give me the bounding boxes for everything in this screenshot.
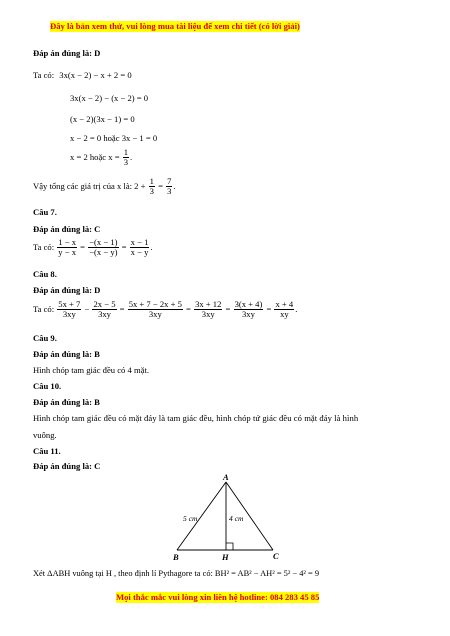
q6-line3: (x − 2)(3x − 1) = 0 bbox=[70, 114, 135, 124]
q6-answer: Đáp án đúng là: D bbox=[33, 48, 101, 58]
q6-sum-frac2 bbox=[166, 177, 172, 197]
right-angle-mark bbox=[226, 543, 233, 550]
q7-frac1 bbox=[57, 238, 77, 258]
q7-f1-num: 1 − x bbox=[58, 237, 77, 247]
q6-line5-fraction bbox=[123, 148, 129, 168]
q6-line4: x − 2 = 0 hoặc 3x − 1 = 0 bbox=[70, 133, 158, 143]
q8-f2-den: 3xy bbox=[98, 309, 111, 320]
q8-f1-den: 3xy bbox=[62, 309, 76, 320]
vertex-a-label: A bbox=[223, 472, 229, 482]
q7-frac2 bbox=[88, 238, 118, 258]
q8-math: Ta có: $\frac{5x + 7}{3xy}$ − $\frac{2x - 5}{3xy}$ = $\frac{5x + 7 - 2x + 5}{3xy}$ = $\frac{3x + 12}{3xy}$ = $\frac{3(x + 4)}{3xy}$ = $\frac{x + 4}{xy}$ . bbox=[33, 299, 298, 320]
q6-line5-num: 1 bbox=[123, 147, 129, 157]
triangle-figure bbox=[165, 470, 290, 562]
q8-f3-num: 5x + 7 − 2x + 5 bbox=[128, 299, 182, 309]
q8-intro: Ta có: bbox=[33, 303, 55, 314]
q10-text-line1: Hình chóp tam giác đều có mặt đáy là tam giác đều, hình chóp tứ giác đều có mặt đáy là hình bbox=[33, 413, 359, 423]
q6-intro bbox=[33, 70, 132, 81]
footer-hotline: Mọi thắc mắc vui lòng xin liên hệ hotline: 084 283 45 85 bbox=[116, 592, 320, 602]
q11-title: Câu 11. bbox=[33, 446, 61, 456]
q7-intro: Ta có: bbox=[33, 241, 55, 252]
q6-intro-label: Ta có: bbox=[33, 70, 55, 80]
q6-sum-frac1 bbox=[149, 177, 155, 197]
q6-sum-den2: 3 bbox=[167, 186, 172, 197]
q9-answer: Đáp án đúng là: B bbox=[33, 349, 100, 359]
q6-sum-num2: 7 bbox=[167, 176, 172, 186]
q7-frac3 bbox=[130, 238, 150, 258]
q8-f5-num: 3(x + 4) bbox=[234, 299, 263, 309]
q8-frac3 bbox=[128, 300, 183, 320]
q8-f2-num: 2x − 5 bbox=[93, 299, 116, 309]
q8-frac6 bbox=[274, 300, 294, 320]
q6-line2: 3x(x − 2) − (x − 2) = 0 bbox=[70, 93, 149, 103]
q10-answer: Đáp án đúng là: B bbox=[33, 397, 100, 407]
q7-f3-den: x − y bbox=[130, 247, 149, 258]
q8-f4-num: 3x + 12 bbox=[195, 299, 222, 309]
q7-f1-den: y − x bbox=[58, 247, 77, 258]
q8-frac5 bbox=[234, 300, 264, 320]
q6-sum-text: Vậy tổng các giá trị của x là: 2 + bbox=[33, 180, 146, 191]
vertex-b-label: B bbox=[173, 552, 179, 562]
q7-title: Câu 7. bbox=[33, 207, 57, 217]
q6-sum-num1: 1 bbox=[149, 176, 154, 186]
q6-line5-text: x = 2 hoặc x = bbox=[70, 151, 120, 162]
vertex-c-label: C bbox=[273, 551, 279, 561]
q6-sum-den1: 3 bbox=[149, 186, 154, 197]
q8-answer: Đáp án đúng là: D bbox=[33, 285, 101, 295]
preview-banner: Đây là bản xem thử, vui lòng mua tài liệu để xem chi tiết (có lời giải) bbox=[50, 21, 300, 31]
q8-title: Câu 8. bbox=[33, 269, 57, 279]
q11-answer: Đáp án đúng là: C bbox=[33, 461, 101, 471]
q7-f2-num: −(x − 1) bbox=[89, 237, 118, 247]
q8-f3-den: 3xy bbox=[148, 309, 162, 320]
q7-math: Ta có: $\frac{1 - x}{y - x}$ = $\frac{-(x - 1)}{-(x - y)}$ = $\frac{x - 1}{x - y}$ . bbox=[33, 237, 153, 258]
q8-frac1 bbox=[57, 300, 81, 320]
q8-f6-num: x + 4 bbox=[275, 299, 294, 309]
q8-f5-den: 3xy bbox=[242, 309, 255, 320]
q9-text: Hình chóp tam giác đều có 4 mặt. bbox=[33, 365, 149, 375]
q10-text-line2: vuông. bbox=[33, 430, 57, 440]
q9-title: Câu 9. bbox=[33, 333, 57, 343]
q6-line5-den: 3 bbox=[123, 157, 129, 168]
q7-f3-num: x − 1 bbox=[130, 237, 149, 247]
q8-f6-den: xy bbox=[280, 309, 289, 320]
q7-answer: Đáp án đúng là: C bbox=[33, 224, 101, 234]
q11-text: Xét ΔABH vuông tại H , theo định lí Pythagore ta có: BH² = AB² − AH² = 5² − 4² = 9 bbox=[33, 569, 320, 578]
foot-h-label: H bbox=[222, 552, 229, 562]
q6-sum: Vậy tổng các giá trị của x là: 2 + $\frac{1}{3}$ = $\frac{7}{3}$ . bbox=[33, 176, 176, 197]
q10-title: Câu 10. bbox=[33, 381, 62, 391]
q8-f4-den: 3xy bbox=[201, 309, 215, 320]
q8-f1-num: 5x + 7 bbox=[58, 299, 81, 309]
q6-line5: x = 2 hoặc x = $\frac{1}{3}$ . bbox=[70, 147, 133, 168]
side-ab-length: 5 cm bbox=[183, 514, 198, 523]
q8-frac2 bbox=[92, 300, 116, 320]
q7-f2-den: −(x − y) bbox=[89, 247, 118, 258]
q6-line1: 3x(x − 2) − x + 2 = 0 bbox=[59, 70, 132, 80]
q6-sum-eq: = bbox=[158, 180, 163, 191]
q8-frac4 bbox=[194, 300, 222, 320]
side-ah-length: 4 cm bbox=[229, 514, 244, 523]
